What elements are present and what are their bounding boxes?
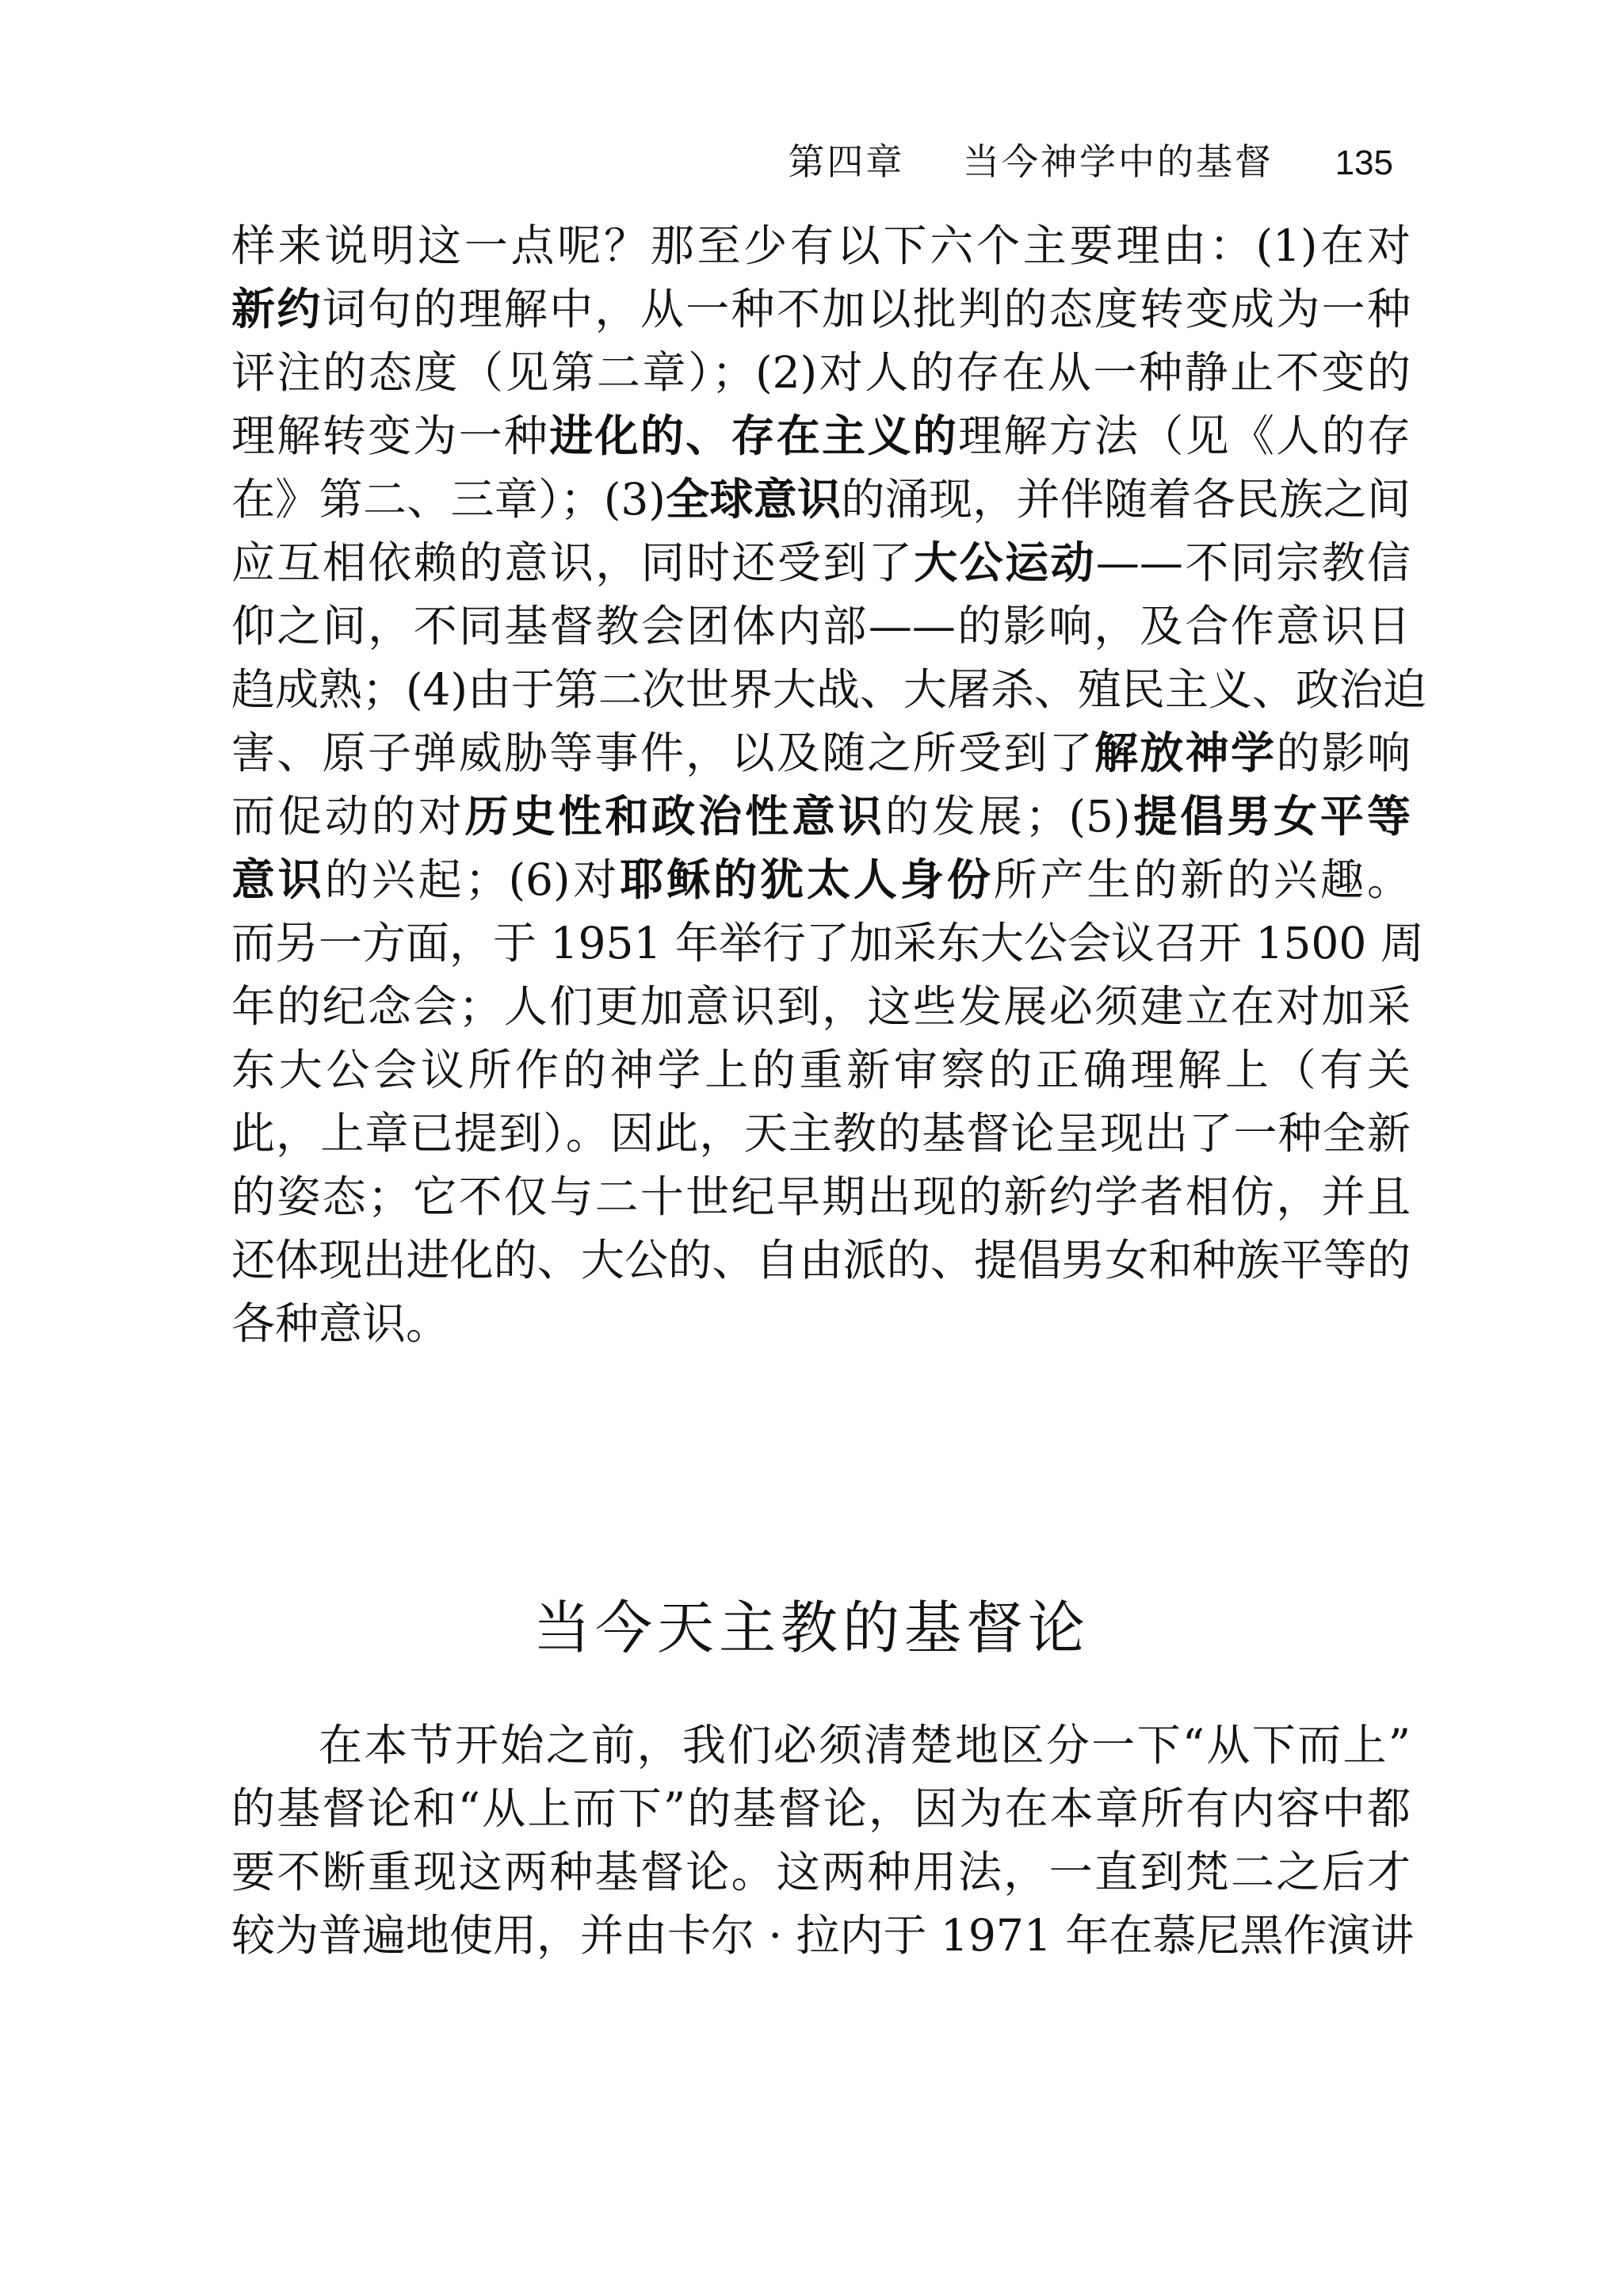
text-line (231, 721, 1411, 785)
paragraph-2 (231, 1713, 1415, 1967)
text-run: ——不同宗教信 (1095, 537, 1411, 588)
page-number: 135 (1335, 143, 1393, 182)
text-line: 东大公会议所作的神学上的重新审察的正确理解上（有关 (231, 1045, 1411, 1095)
section-heading: 当今天主教的基督论 (533, 1595, 1090, 1661)
text-line: 而另一方面，于 1951 年举行了加采东大公会议召开 1500 周 (231, 918, 1424, 968)
bold-term: 存在主义的 (731, 411, 959, 461)
text-line: 各种意识。 (231, 1298, 450, 1349)
text-line (231, 468, 1411, 531)
text-run: 的发展；(5) (884, 791, 1131, 842)
paragraph-1 (231, 214, 1426, 1355)
text-line: 较为普遍地使用，并由卡尔 · 拉内于 1971 年在慕尼黑作演讲 (231, 1910, 1415, 1961)
text-run: 而促动的对 (231, 791, 465, 842)
text-run: 的兴起；(6)对 (324, 854, 621, 905)
chapter-title: 当今神学中的基督 (962, 140, 1274, 183)
text-line: 此，上章已提到）。因此，天主教的基督论呈现出了一种全新 (231, 1108, 1411, 1159)
text-line: 要不断重现这两种基督论。这两种用法，一直到梵二之后才 (231, 1847, 1411, 1897)
text-line: 趋成熟；(4)由于第二次世界大战、大屠杀、殖民主义、政治迫 (231, 664, 1426, 715)
text-run: 的影响 (1276, 728, 1411, 778)
chapter-label: 第四章 (788, 140, 905, 183)
bold-term: 意识 (231, 854, 325, 905)
text-line (231, 848, 1411, 911)
running-header (788, 133, 1393, 185)
text-line (231, 785, 1411, 848)
bold-term: 新约 (231, 284, 323, 334)
bold-term: 提倡男女平等 (1130, 791, 1411, 842)
bold-term: 耶稣的犹太人身份 (620, 854, 994, 905)
text-line: 的基督论和“从上而下”的基督论，因为在本章所有内容中都 (231, 1783, 1411, 1834)
text-run: 的涌现，并伴随着各民族之间 (841, 474, 1411, 525)
bold-term: 全球意识 (665, 474, 842, 525)
text-run: 所产生的新的兴趣。 (993, 854, 1411, 905)
text-line (231, 531, 1411, 594)
bold-term: 历史性和政治性意识 (464, 791, 885, 842)
text-line: 的姿态；它不仅与二十世纪早期出现的新约学者相仿，并且 (231, 1171, 1411, 1222)
text-run: 在》第二、三章）；(3) (231, 474, 666, 525)
text-line: 在本节开始之前，我们必须清楚地区分一下“从下而上” (319, 1720, 1411, 1771)
text-run: 理解转变为一种 (231, 411, 550, 461)
text-run: 应互相依赖的意识，同时还受到了 (231, 537, 915, 588)
bold-separator: 、 (685, 411, 731, 461)
bold-term: 进化的 (549, 411, 686, 461)
text-run: 词句的理解中，从一种不加以批判的态度转变成为一种 (322, 284, 1411, 334)
text-line: 还体现出进化的、大公的、自由派的、提倡男女和种族平等的 (231, 1235, 1411, 1286)
text-run: 理解方法（见《人的存 (958, 411, 1411, 461)
text-line (231, 277, 1411, 341)
text-line: 样来说明这一点呢？那至少有以下六个主要理由：(1)在对 (231, 220, 1411, 271)
text-line: 年的纪念会；人们更加意识到，这些发展必须建立在对加采 (231, 981, 1411, 1032)
bold-term: 大公运动 (914, 537, 1096, 588)
text-line: 仰之间，不同基督教会团体内部——的影响，及合作意识日 (231, 601, 1411, 651)
bold-term: 解放神学 (1094, 728, 1277, 778)
text-line: 评注的态度（见第二章）；(2)对人的存在从一种静止不变的 (231, 347, 1411, 398)
text-run: 害、原子弹威胁等事件，以及随之所受到了 (231, 728, 1095, 778)
text-line (231, 404, 1411, 468)
